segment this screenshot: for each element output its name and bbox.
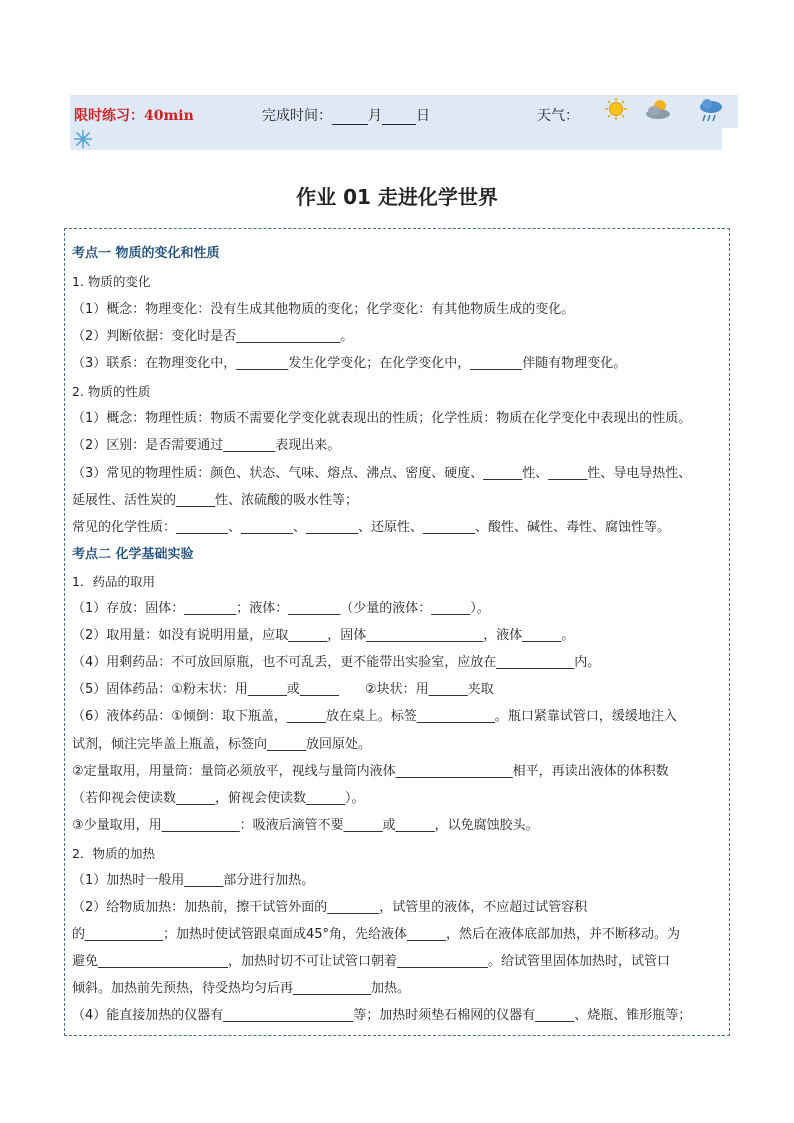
- content-line: （3）联系：在物理变化中，________发生化学变化；在化学变化中，________伴随有物理变化。: [72, 356, 627, 371]
- content-line: ②定量取用，用量筒：量筒必须放平，视线与量筒内液体__________________相平，再读出液体的体积数: [72, 764, 669, 779]
- content-line: （2）给物质加热：加热前，擦干试管外面的________，试管里的液体，不应超过试管容积: [72, 900, 588, 915]
- day-label: 日: [416, 108, 430, 124]
- content-line: 的____________；加热时使试管跟桌面成45°角，先给液体______，然后在液体底部加热，并不断移动。为: [72, 927, 681, 942]
- content-line: ③少量取用，用____________：吸液后滴管不要______或______，以免腐蚀胶头。: [72, 818, 539, 833]
- content-line: （1）概念：物理性质：物质不需要化学变化就表现出的性质；化学性质：物质在化学变化中表现出的性质。: [72, 411, 692, 426]
- day-blank: [382, 110, 416, 125]
- subsection-heading: 1．药品的取用: [72, 574, 155, 589]
- content-line: 避免____________________，加热时切不可让试管口朝着______________。给试管里固体加热时，试管口: [72, 954, 671, 969]
- content-line: （1）存放：固体：________；液体：________（少量的液体：______）。: [72, 601, 490, 616]
- time-limit: 限时练习：40min: [74, 108, 194, 124]
- page-title: 作业 01 走进化学世界: [296, 185, 498, 209]
- header-band-lower: [70, 128, 722, 150]
- section-heading: 考点二 化学基础实验: [72, 547, 194, 562]
- subsection-heading: 2. 物质的性质: [72, 384, 151, 399]
- content-line: （2）区别：是否需要通过________表现出来。: [72, 438, 341, 453]
- month-blank: [332, 110, 368, 125]
- content-line: （1）加热时一般用______部分进行加热。: [72, 873, 315, 888]
- content-line: （1）概念：物理变化：没有生成其他物质的变化；化学变化：有其他物质生成的变化。: [72, 302, 575, 317]
- month-label: 月: [368, 108, 382, 124]
- content-line: 常见的化学性质：________、________、________、还原性、________、酸性、碱性、毒性、腐蚀性等。: [72, 520, 671, 535]
- snowflake-icon[interactable]: [73, 129, 93, 149]
- content-line: （5）固体药品：①粉末状：用______或______ ②块状：用______夹取: [72, 682, 494, 697]
- content-line: 延展性、活性炭的______性、浓硫酸的吸水性等；: [72, 493, 359, 508]
- completion-label: 完成时间：: [262, 108, 332, 124]
- content-line: （3）常见的物理性质：颜色、状态、气味、熔点、沸点、密度、硬度、______性、______性、导电导热性、: [72, 466, 692, 481]
- partly-cloudy-icon[interactable]: [644, 97, 674, 121]
- content-line: （4）能直接加热的仪器有____________________等；加热时须垫石棉网的仪器有______、烧瓶、锥形瓶等；: [72, 1008, 692, 1023]
- content-line: （6）液体药品：①倾倒：取下瓶盖，______放在桌上。标签____________。瓶口紧靠试管口，缓缓地注入: [72, 709, 677, 724]
- subsection-heading: 1. 物质的变化: [72, 274, 151, 289]
- content-line: 试剂，倾注完毕盖上瓶盖，标签向______放回原处。: [72, 737, 372, 752]
- content-line: 倾斜。加热前先预热，待受热均匀后再____________加热。: [72, 981, 411, 996]
- weather-label: 天气：: [537, 108, 579, 124]
- content-line: （4）用剩药品：不可放回原瓶，也不可乱丢，更不能带出实验室，应放在____________内。: [72, 655, 601, 670]
- content-line: （若仰视会使读数______，俯视会使读数______）。: [72, 791, 365, 806]
- sun-icon[interactable]: [604, 97, 628, 121]
- rain-cloud-icon[interactable]: [697, 97, 725, 125]
- completion-time: [262, 107, 430, 125]
- content-line: （2）取用量：如没有说明用量，应取______，固体__________________，液体______。: [72, 628, 575, 643]
- section-heading: 考点一 物质的变化和性质: [72, 246, 220, 261]
- subsection-heading: 2．物质的加热: [72, 846, 155, 861]
- content-line: （2）判断依据：变化时是否________________。: [72, 329, 354, 344]
